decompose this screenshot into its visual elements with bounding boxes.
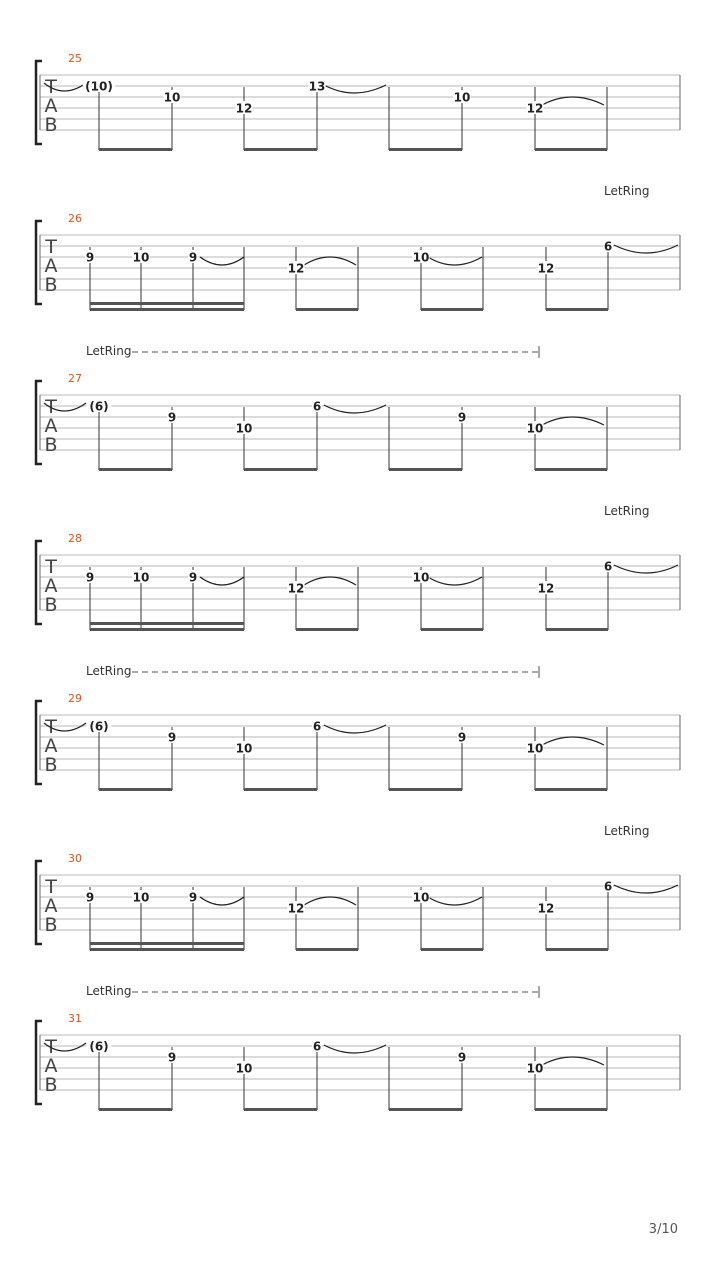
beam-eighth [389, 148, 462, 151]
let-ring-label: LetRing [86, 984, 132, 998]
tie-arc [304, 577, 356, 585]
tab-clef-t: T [45, 1036, 57, 1058]
fret-number: 10 [412, 890, 430, 905]
tab-clef-t: T [45, 236, 57, 258]
beam-eighth [99, 468, 172, 471]
tab-clef-t: T [45, 876, 57, 898]
fret-number: 9 [457, 410, 467, 425]
let-ring-label: LetRing [604, 504, 650, 518]
beam-sixteenth-lower [90, 628, 244, 631]
beam-eighth [535, 788, 607, 791]
fret-number: 10 [526, 421, 544, 436]
fret-number: 10 [526, 1061, 544, 1076]
beam-eighth [389, 788, 462, 791]
beam-eighth [244, 148, 317, 151]
beam-eighth [296, 948, 358, 951]
tab-clef-t: T [45, 556, 57, 578]
fret-number: 9 [85, 890, 95, 905]
tie [428, 257, 482, 265]
beam-eighth [389, 1108, 462, 1111]
fret-number: 10 [132, 890, 150, 905]
fret-number: 10 [163, 90, 181, 105]
fret-number: 9 [188, 570, 198, 585]
beam-eighth [296, 628, 358, 631]
beam-sixteenth-upper [90, 622, 244, 625]
bar-number: 27 [68, 372, 82, 385]
fret-number: 12 [287, 581, 305, 596]
tie [428, 577, 482, 585]
system-bracket [36, 61, 42, 144]
fret-number: 9 [85, 570, 95, 585]
fret-number: 10 [412, 250, 430, 265]
fret-number: 6 [603, 559, 613, 574]
fret-number: 13 [308, 79, 326, 94]
measure-30 [36, 824, 680, 951]
beam-eighth [546, 948, 608, 951]
let-ring-label: LetRing [86, 664, 132, 678]
fret-number: (6) [89, 399, 109, 414]
beam-eighth [535, 148, 607, 151]
system-bracket [36, 701, 42, 784]
tab-clef-a: A [44, 1055, 58, 1077]
fret-number: 12 [537, 581, 555, 596]
bar-number: 31 [68, 1012, 82, 1025]
page-number: 3/10 [648, 1222, 678, 1237]
fret-number: 12 [537, 901, 555, 916]
beam-eighth [99, 148, 172, 151]
tie-arc [542, 417, 604, 425]
tie-arc [542, 737, 604, 745]
fret-number: 9 [167, 410, 177, 425]
beam-eighth [421, 308, 483, 311]
fret-number: 9 [85, 250, 95, 265]
tab-clef-a: A [44, 575, 58, 597]
tie [428, 897, 482, 905]
beam-sixteenth-lower [90, 948, 244, 951]
fret-number: 12 [526, 101, 544, 116]
let-ring-label: LetRing [86, 344, 132, 358]
beam-eighth [535, 468, 607, 471]
measure-29 [36, 664, 680, 791]
fret-number: 6 [312, 719, 322, 734]
tie-arc [542, 1057, 604, 1065]
fret-number: 10 [526, 741, 544, 756]
tab-clef-b: B [44, 434, 58, 456]
beam-eighth [389, 468, 462, 471]
system-bracket [36, 1021, 42, 1104]
measure-26 [36, 184, 680, 311]
beam-eighth [296, 308, 358, 311]
tab-clef-b: B [44, 594, 58, 616]
let-ring-label: LetRing [604, 184, 650, 198]
tie [200, 257, 244, 265]
beam-eighth [546, 628, 608, 631]
beam-eighth [99, 1108, 172, 1111]
beam-sixteenth-upper [90, 942, 244, 945]
beam-sixteenth-upper [90, 302, 244, 305]
beam-eighth [244, 1108, 317, 1111]
bar-number: 26 [68, 212, 82, 225]
tie [200, 577, 244, 585]
fret-number: 6 [603, 239, 613, 254]
system-bracket [36, 221, 42, 304]
tie-arc [542, 97, 604, 105]
beam-eighth [244, 788, 317, 791]
system-bracket [36, 861, 42, 944]
fret-number: 10 [132, 570, 150, 585]
fret-number: 10 [235, 1061, 253, 1076]
fret-number: 12 [235, 101, 253, 116]
let-ring-label: LetRing [604, 824, 650, 838]
system-bracket [36, 381, 42, 464]
beam-sixteenth-lower [90, 308, 244, 311]
tab-clef-a: A [44, 415, 58, 437]
measure-25 [36, 52, 680, 151]
fret-number: (6) [89, 1039, 109, 1054]
measure-28 [36, 504, 680, 631]
tie [200, 897, 244, 905]
beam-eighth [546, 308, 608, 311]
fret-number: 6 [312, 1039, 322, 1054]
fret-number: 6 [603, 879, 613, 894]
bar-number: 30 [68, 852, 82, 865]
fret-number: (6) [89, 719, 109, 734]
tab-clef-a: A [44, 95, 58, 117]
tab-clef-a: A [44, 255, 58, 277]
fret-number: 10 [453, 90, 471, 105]
tab-clef-b: B [44, 754, 58, 776]
tab-clef-b: B [44, 914, 58, 936]
fret-number: 12 [287, 901, 305, 916]
tab-clef-t: T [45, 396, 57, 418]
beam-eighth [99, 788, 172, 791]
tab-clef-t: T [45, 716, 57, 738]
tab-clef-a: A [44, 735, 58, 757]
system-bracket [36, 541, 42, 624]
tab-clef-b: B [44, 114, 58, 136]
fret-number: 9 [167, 1050, 177, 1065]
fret-number: 6 [312, 399, 322, 414]
measure-31 [36, 984, 680, 1111]
tie-arc [304, 897, 356, 905]
fret-number: 9 [188, 250, 198, 265]
fret-number: 9 [188, 890, 198, 905]
beam-eighth [535, 1108, 607, 1111]
fret-number: 12 [287, 261, 305, 276]
bar-number: 29 [68, 692, 82, 705]
fret-number: 12 [537, 261, 555, 276]
tab-clef-b: B [44, 1074, 58, 1096]
fret-number: (10) [85, 79, 113, 94]
fret-number: 10 [132, 250, 150, 265]
fret-number: 10 [235, 741, 253, 756]
beam-eighth [421, 628, 483, 631]
fret-number: 9 [167, 730, 177, 745]
tab-clef-t: T [45, 76, 57, 98]
fret-number: 10 [412, 570, 430, 585]
fret-number: 9 [457, 730, 467, 745]
beam-eighth [244, 468, 317, 471]
tab-clef-a: A [44, 895, 58, 917]
tab-clef-b: B [44, 274, 58, 296]
fret-number: 9 [457, 1050, 467, 1065]
beam-eighth [421, 948, 483, 951]
bar-number: 28 [68, 532, 82, 545]
measure-27 [36, 344, 680, 471]
tie-arc [304, 257, 356, 265]
bar-number: 25 [68, 52, 82, 65]
fret-number: 10 [235, 421, 253, 436]
